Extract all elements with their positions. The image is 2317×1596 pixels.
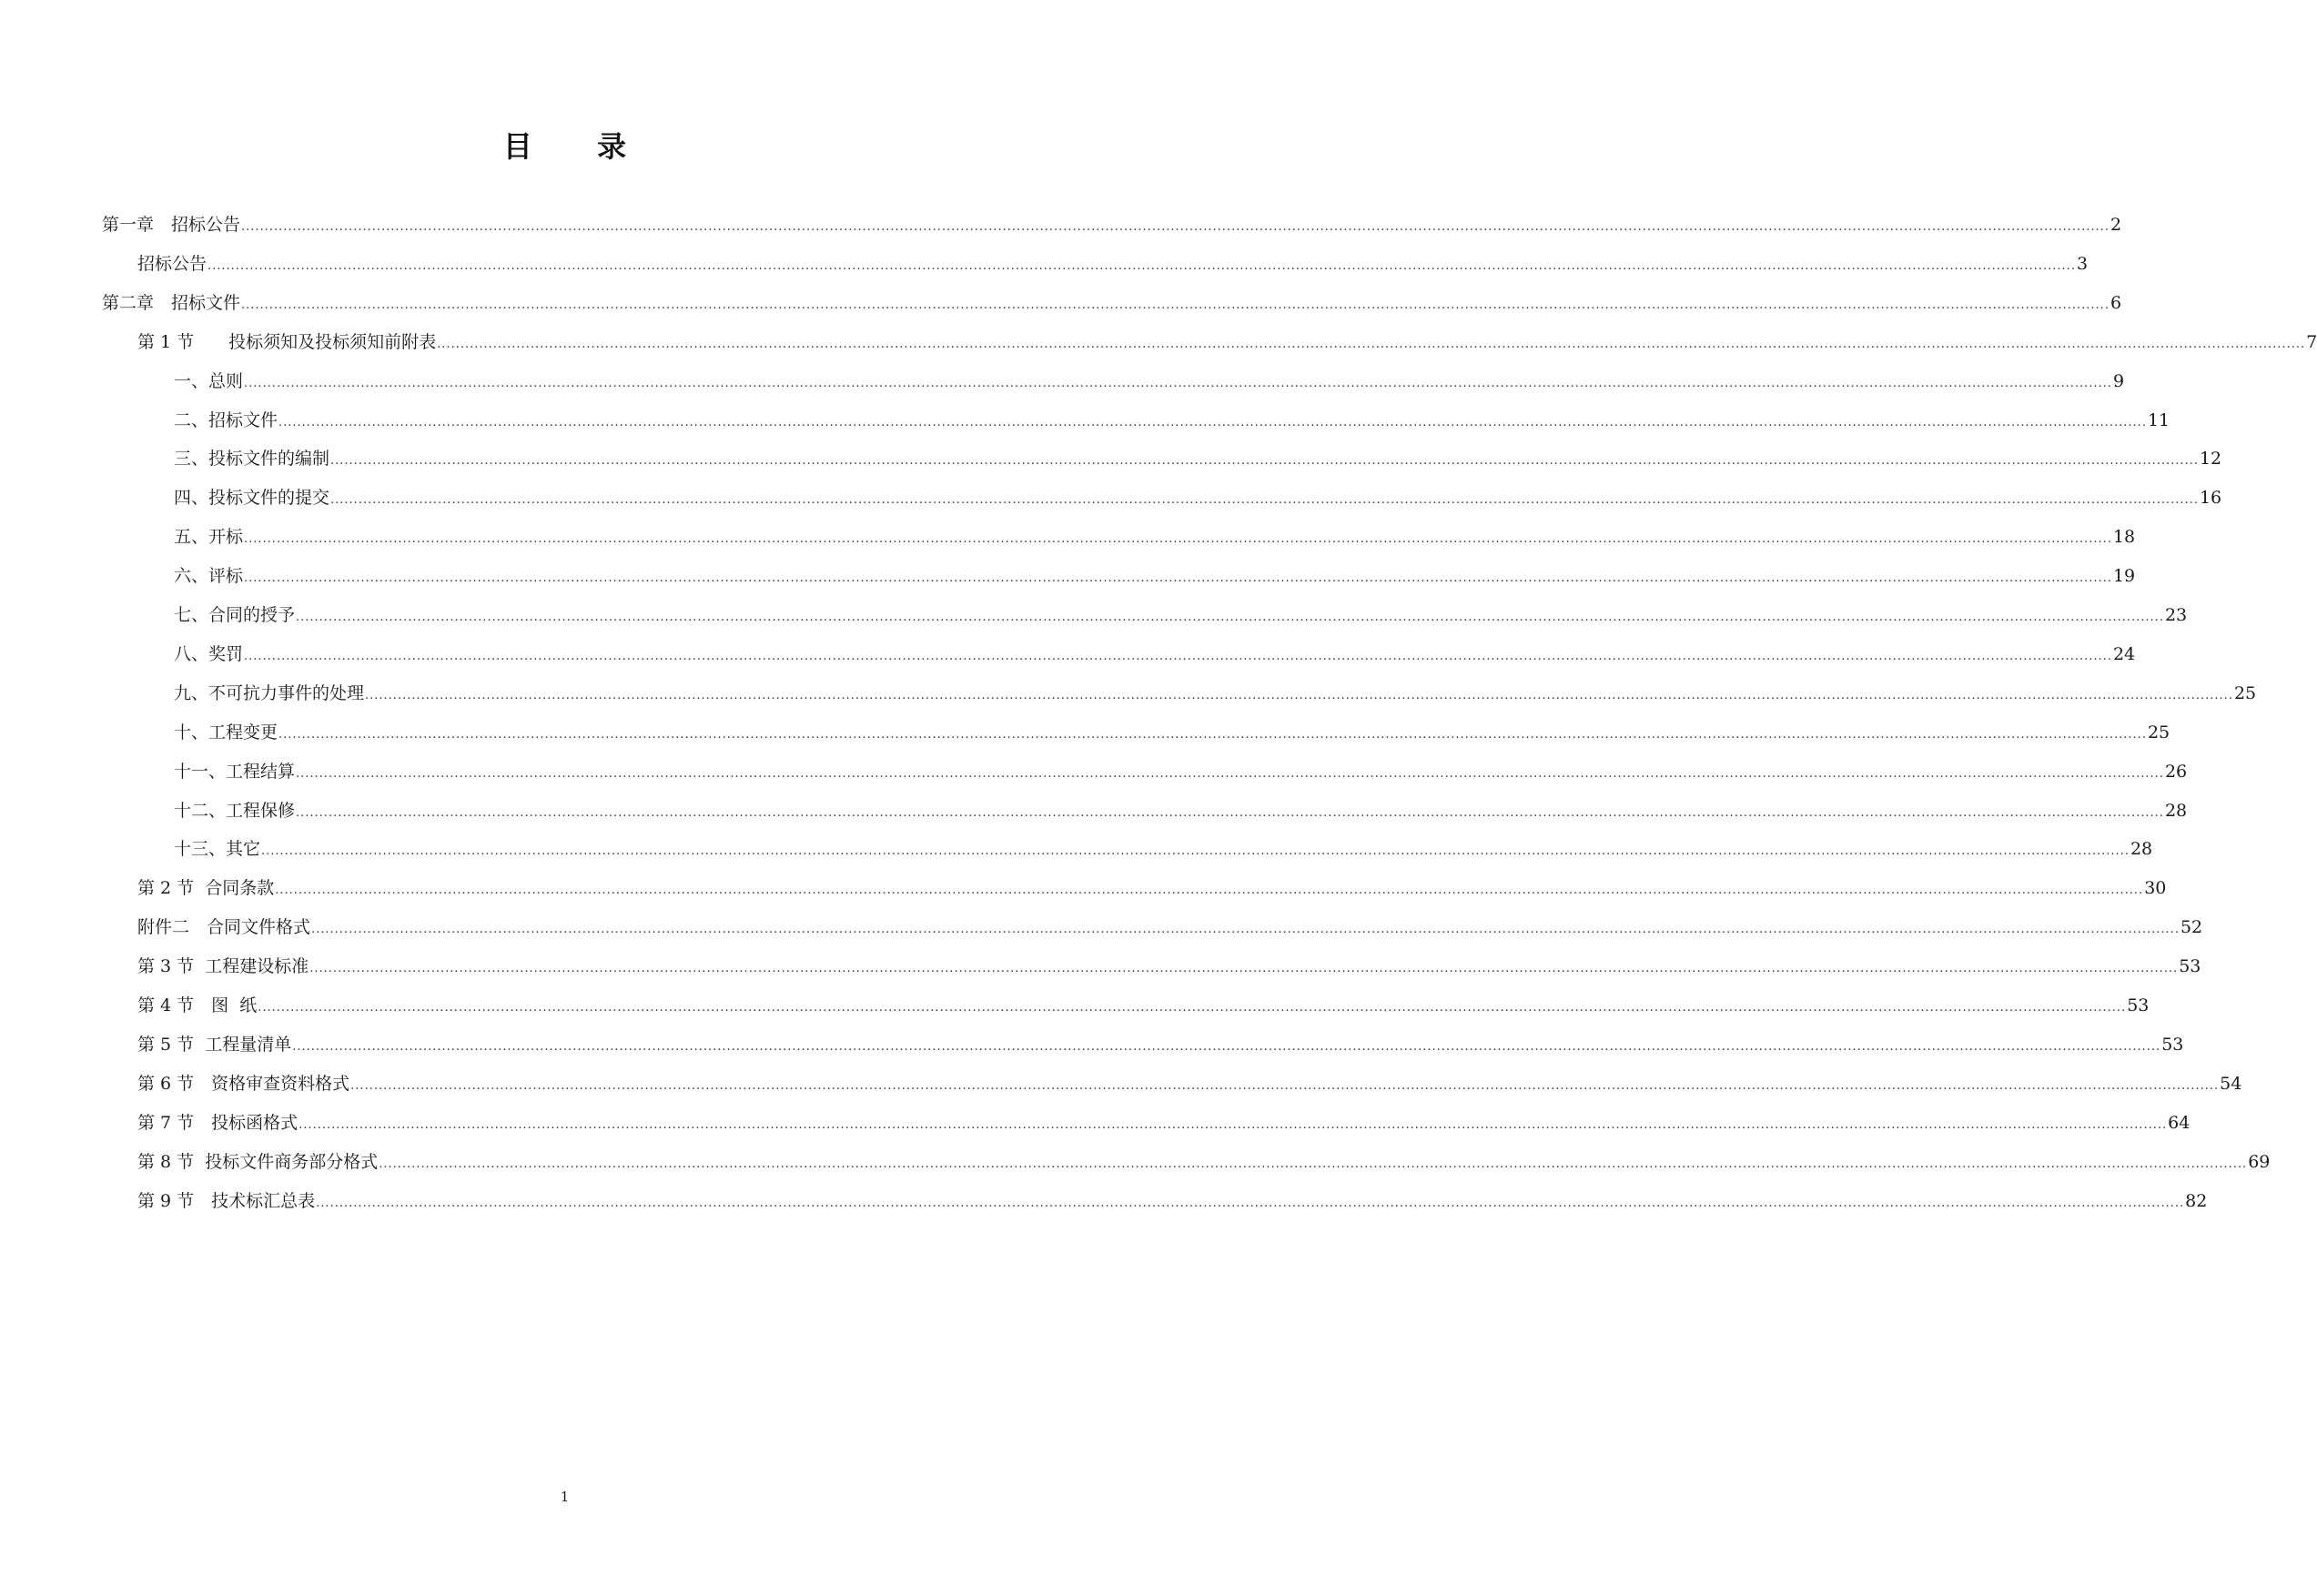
document-title: 目 录 xyxy=(502,129,654,164)
toc-entry-label: 四、投标文件的提交 xyxy=(174,488,330,508)
toc-leader-dots: ................................................................................................................................................................................................................................................................................................................................................................................................................ xyxy=(278,728,2147,742)
toc-entry-label: 七、合同的授予 xyxy=(174,605,296,625)
toc-entry[interactable] xyxy=(137,1031,2184,1058)
toc-entry-label: 第 2 节 合同条款 xyxy=(137,878,275,898)
toc-entry-label: 第 7 节 投标函格式 xyxy=(137,1113,298,1133)
toc-entry-page: 28 xyxy=(2130,839,2153,859)
toc-entry-page: 18 xyxy=(2112,527,2136,547)
toc-leader-dots: ................................................................................................................................................................................................................................................................................................................................................................................................................ xyxy=(244,377,2112,390)
toc-leader-dots: ................................................................................................................................................................................................................................................................................................................................................................................................................ xyxy=(296,611,2164,624)
toc-entry[interactable] xyxy=(137,1109,2191,1136)
toc-leader-dots: ................................................................................................................................................................................................................................................................................................................................................................................................................ xyxy=(275,884,2144,897)
toc-entry[interactable] xyxy=(137,874,2167,902)
toc-leader-dots: ................................................................................................................................................................................................................................................................................................................................................................................................................ xyxy=(278,416,2147,429)
toc-entry-label: 第 8 节 投标文件商务部分格式 xyxy=(137,1152,379,1172)
toc-entry-page: 28 xyxy=(2164,801,2188,821)
toc-entry[interactable] xyxy=(174,680,2257,707)
toc-entry[interactable] xyxy=(174,407,2170,434)
toc-leader-dots: ................................................................................................................................................................................................................................................................................................................................................................................................................ xyxy=(330,493,2199,507)
toc-entry-label: 第 1 节 投标须知及投标须知前附表 xyxy=(137,332,437,352)
toc-entry[interactable] xyxy=(174,523,2136,551)
toc-entry-page: 24 xyxy=(2112,644,2136,664)
toc-entry-page: 64 xyxy=(2168,1113,2191,1133)
toc-leader-dots: ................................................................................................................................................................................................................................................................................................................................................................................................................ xyxy=(350,1079,2220,1093)
toc-entry-label: 第一章 招标公告 xyxy=(102,215,241,235)
toc-entry-label: 第二章 招标文件 xyxy=(102,293,241,313)
toc-entry-page: 16 xyxy=(2199,488,2222,508)
toc-leader-dots: ................................................................................................................................................................................................................................................................................................................................................................................................................ xyxy=(330,454,2199,468)
toc-leader-dots: ................................................................................................................................................................................................................................................................................................................................................................................................................ xyxy=(316,1197,2185,1210)
toc-entry-page: 7 xyxy=(2306,332,2317,352)
toc-leader-dots: ................................................................................................................................................................................................................................................................................................................................................................................................................ xyxy=(261,844,2130,858)
toc-leader-dots: ................................................................................................................................................................................................................................................................................................................................................................................................................ xyxy=(244,650,2112,663)
toc-entry[interactable] xyxy=(137,1070,2242,1097)
toc-leader-dots: ................................................................................................................................................................................................................................................................................................................................................................................................................ xyxy=(292,1040,2161,1054)
toc-entry-label: 第 9 节 技术标汇总表 xyxy=(137,1191,316,1211)
toc-entry[interactable] xyxy=(174,797,2188,824)
toc-entry[interactable] xyxy=(137,250,2089,278)
toc-entry[interactable] xyxy=(102,211,2122,238)
toc-entry-page: 25 xyxy=(2233,683,2257,703)
toc-entry-page: 11 xyxy=(2147,410,2170,430)
toc-entry[interactable] xyxy=(137,914,2203,941)
toc-entry[interactable] xyxy=(174,719,2170,746)
toc-entry-page: 69 xyxy=(2248,1152,2271,1172)
toc-entry-page: 53 xyxy=(2161,1035,2184,1055)
toc-entry-page: 9 xyxy=(2112,371,2125,391)
toc-entry[interactable] xyxy=(137,953,2201,980)
toc-entry-label: 第 5 节 工程量清单 xyxy=(137,1035,292,1055)
toc-entry-label: 十、工程变更 xyxy=(174,722,278,742)
toc-entry-page: 6 xyxy=(2110,293,2122,313)
toc-entry-label: 招标公告 xyxy=(137,254,207,274)
toc-entry-page: 2 xyxy=(2110,215,2122,235)
toc-entry-label: 五、开标 xyxy=(174,527,244,547)
toc-leader-dots: ................................................................................................................................................................................................................................................................................................................................................................................................................ xyxy=(379,1157,2248,1171)
toc-leader-dots: ................................................................................................................................................................................................................................................................................................................................................................................................................ xyxy=(298,1118,2168,1132)
page-number: 1 xyxy=(560,1489,570,1505)
toc-leader-dots: ................................................................................................................................................................................................................................................................................................................................................................................................................ xyxy=(296,806,2164,820)
toc-entry-page: 12 xyxy=(2199,449,2222,469)
toc-entry-page: 26 xyxy=(2164,762,2188,782)
toc-entry-page: 82 xyxy=(2185,1191,2208,1211)
toc-entry[interactable] xyxy=(174,368,2125,395)
toc-entry[interactable] xyxy=(137,1187,2208,1215)
toc-entry-label: 六、评标 xyxy=(174,566,244,586)
toc-entry-page: 30 xyxy=(2144,878,2167,898)
toc-leader-dots: ................................................................................................................................................................................................................................................................................................................................................................................................................ xyxy=(365,689,2233,702)
toc-entry-label: 附件二 合同文件格式 xyxy=(137,917,311,937)
toc-entry[interactable] xyxy=(137,992,2150,1019)
toc-entry-page: 52 xyxy=(2180,917,2203,937)
toc-leader-dots: ................................................................................................................................................................................................................................................................................................................................................................................................................ xyxy=(437,338,2306,351)
toc-entry[interactable] xyxy=(174,562,2136,590)
toc-entry-label: 十二、工程保修 xyxy=(174,801,296,821)
toc-entry-label: 八、奖罚 xyxy=(174,644,244,664)
toc-entry-page: 19 xyxy=(2112,566,2136,586)
toc-leader-dots: ................................................................................................................................................................................................................................................................................................................................................................................................................ xyxy=(309,962,2179,975)
toc-entry-label: 第 6 节 资格审查资料格式 xyxy=(137,1074,350,1094)
toc-entry-page: 54 xyxy=(2220,1074,2242,1094)
toc-entry-label: 第 4 节 图 纸 xyxy=(137,995,258,1015)
toc-entry[interactable] xyxy=(102,289,2122,317)
toc-entry-page: 53 xyxy=(2179,956,2201,976)
toc-leader-dots: ................................................................................................................................................................................................................................................................................................................................................................................................................ xyxy=(241,298,2110,312)
toc-entry-label: 十三、其它 xyxy=(174,839,261,859)
toc-leader-dots: ................................................................................................................................................................................................................................................................................................................................................................................................................ xyxy=(296,767,2164,781)
toc-entry[interactable] xyxy=(174,601,2188,629)
toc-entry-page: 3 xyxy=(2076,254,2089,274)
toc-entry[interactable] xyxy=(174,484,2222,511)
toc-entry-label: 九、不可抗力事件的处理 xyxy=(174,683,365,703)
toc-leader-dots: ................................................................................................................................................................................................................................................................................................................................................................................................................ xyxy=(258,1001,2127,1015)
toc-leader-dots: ................................................................................................................................................................................................................................................................................................................................................................................................................ xyxy=(207,259,2076,273)
toc-entry-label: 第 3 节 工程建设标准 xyxy=(137,956,309,976)
toc-entry[interactable] xyxy=(174,835,2153,863)
toc-entry-page: 53 xyxy=(2127,995,2150,1015)
toc-entry[interactable] xyxy=(137,1148,2271,1176)
toc-leader-dots: ................................................................................................................................................................................................................................................................................................................................................................................................................ xyxy=(244,571,2112,585)
toc-leader-dots: ................................................................................................................................................................................................................................................................................................................................................................................................................ xyxy=(311,923,2180,936)
toc-entry[interactable] xyxy=(174,758,2188,785)
toc-entry[interactable] xyxy=(174,445,2222,472)
toc-entry-page: 23 xyxy=(2164,605,2188,625)
toc-entry-label: 三、投标文件的编制 xyxy=(174,449,330,469)
toc-entry-label: 一、总则 xyxy=(174,371,244,391)
toc-entry-page: 25 xyxy=(2147,722,2170,742)
toc-entry[interactable] xyxy=(137,328,2317,356)
toc-entry-label: 二、招标文件 xyxy=(174,410,278,430)
toc-leader-dots: ................................................................................................................................................................................................................................................................................................................................................................................................................ xyxy=(244,532,2112,546)
toc-entry-label: 十一、工程结算 xyxy=(174,762,296,782)
toc-leader-dots: ................................................................................................................................................................................................................................................................................................................................................................................................................ xyxy=(241,220,2110,234)
toc-entry[interactable] xyxy=(174,641,2136,668)
